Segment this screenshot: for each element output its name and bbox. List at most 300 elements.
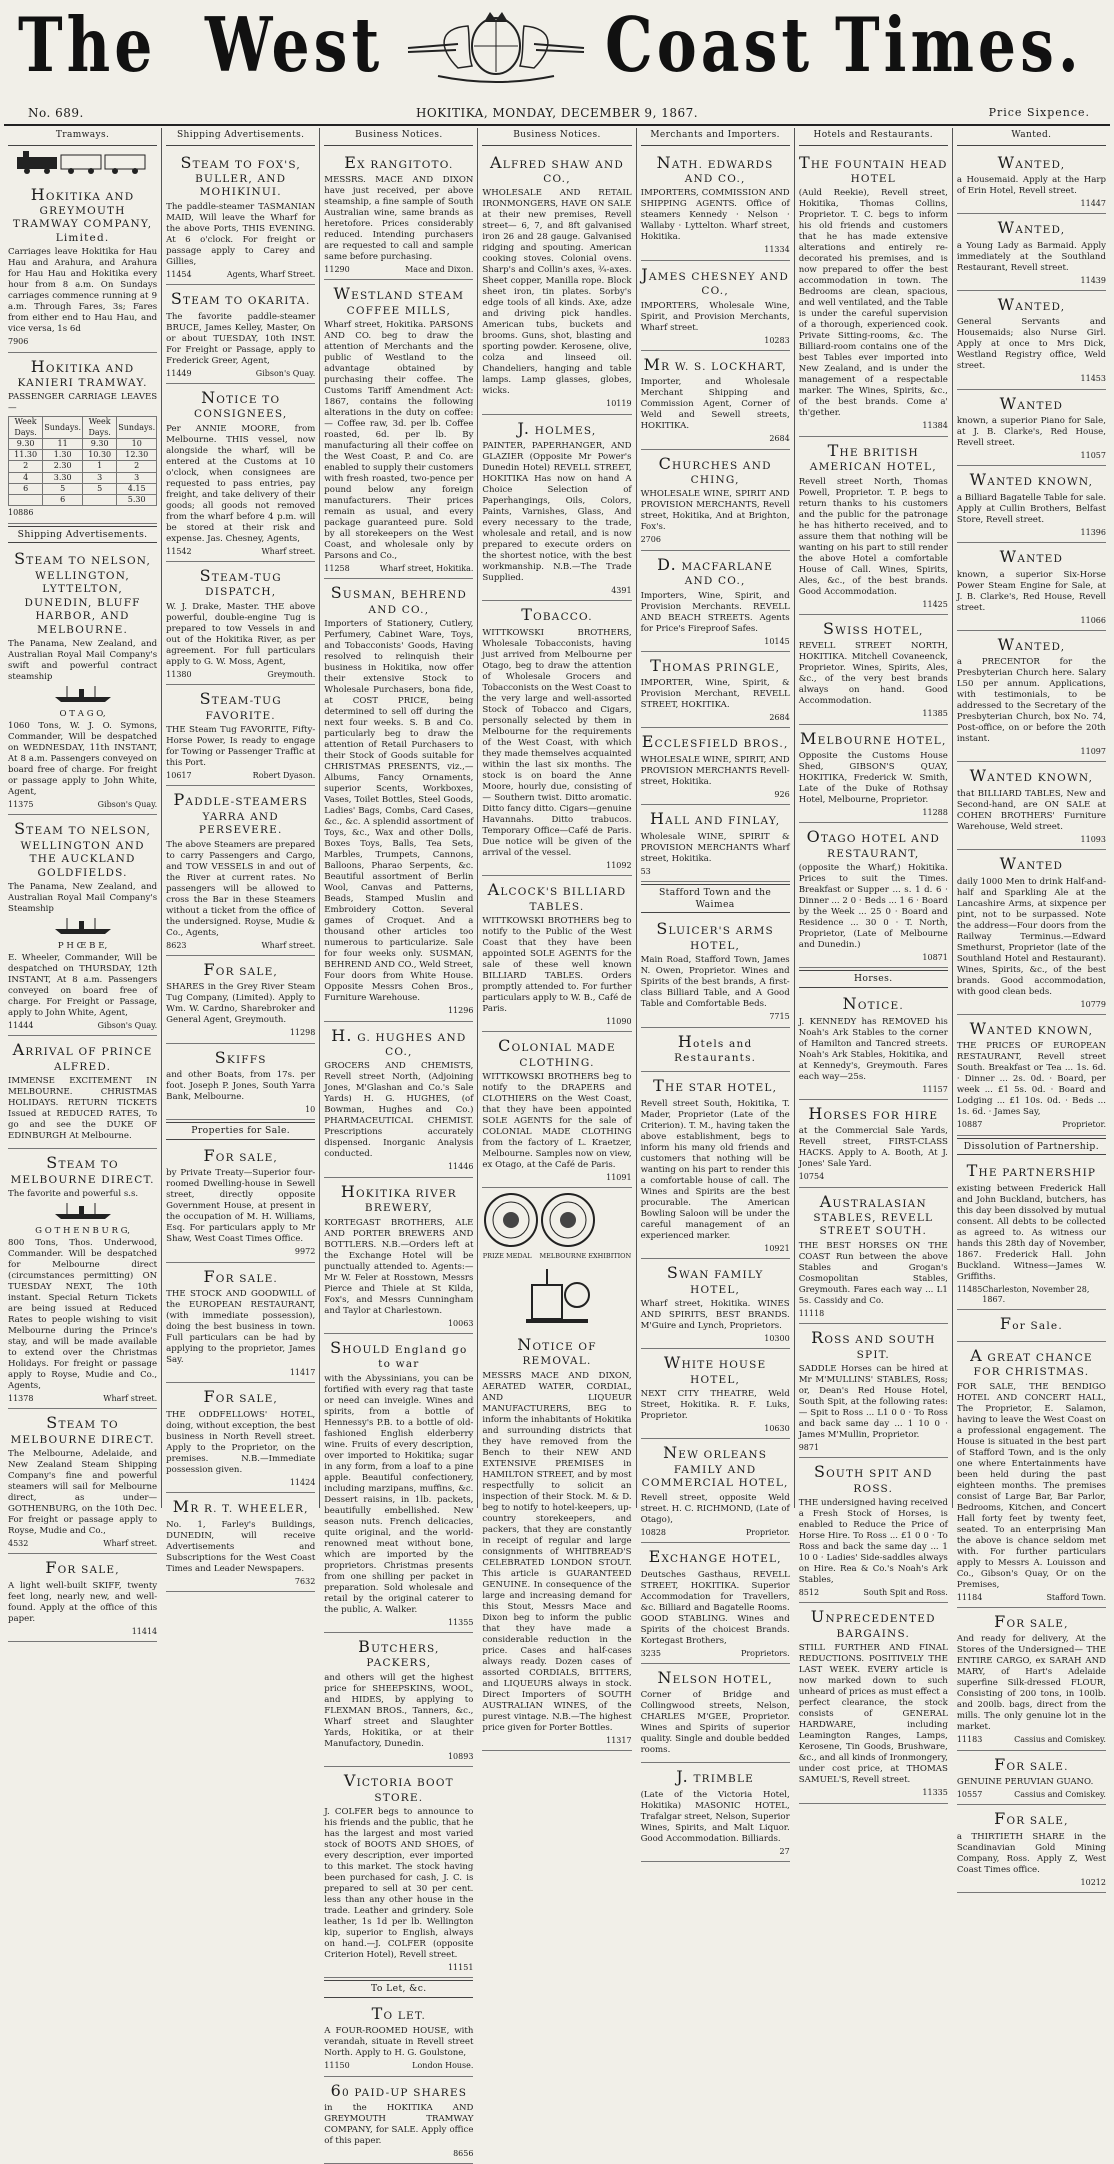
ad-signature: Wharf street.: [261, 546, 316, 556]
advertisement: [166, 685, 315, 786]
ad-number: 11380: [166, 669, 192, 679]
section-heading: Dissolution of Partnership.: [957, 1138, 1106, 1156]
ad-details: E. Wheeler, Commander, Will be despatched on THURSDAY, 12th INSTANT, At 8 a.m. Passengers conveyed on board free of charge. For Freight or Passage, apply to John White, Agent,: [8, 952, 158, 1018]
timetable-cell: 1.30: [43, 450, 83, 461]
ad-heading: MR W. S. LOCKHART,: [643, 354, 787, 374]
ad-heading: THE STAR HOTEL,: [653, 1076, 778, 1096]
ad-footer: [641, 434, 790, 444]
ad-signature: 11334: [764, 245, 790, 255]
ad-signature: 10921: [764, 1243, 790, 1253]
ad-signature: 11097: [1080, 747, 1106, 757]
ad-number: 11258: [324, 564, 350, 574]
timetable-cell: 6: [43, 495, 83, 506]
ad-heading: THE BRITISH AMERICAN HOTEL,: [809, 440, 937, 474]
timetable-cell: 5.30: [117, 495, 157, 506]
ad-body: The Panama, New Zealand, and Australian Royal Mail Company's swift and powerful contract steamship: [8, 638, 158, 682]
ad-footer: [641, 1649, 790, 1659]
advertisement: [641, 1028, 790, 1073]
ad-body: daily 1000 Men to drink Half-and-half and Sparkling Ale at the Lancashire Arms, at sixpence per pint, not to be surpassed. Note the address—Four doors from the Railway Terminus.—Edward Smethurst, Proprietor (late of the Southland Hotel and Restaurant). Wines, Spirits, &c., of the best brands. Good accommodation, with good clean beds.: [956, 876, 1106, 997]
ad-body: Opposite the Customs House Shed, GIBSON'S QUAY, HOKITIKA, Frederick W. Smith, Late of the Duke of Rothsay Hotel, Melbourne, Proprietor.: [798, 750, 948, 805]
ad-footer: [166, 771, 315, 781]
ad-body: (Late of the Victoria Hotel, Hokitika) MASONIC HOTEL, Trafalgar street, Nelson, Superior Wines, Spirits, and Malt Liquor. Good Accommodation. Billiards.: [640, 1789, 790, 1844]
timetable-cell: 3: [117, 472, 157, 483]
ad-heading: STEAM-TUG FAVORITE.: [199, 689, 282, 722]
ad-signature: Proprietors.: [740, 1648, 790, 1658]
ad-body: The Melbourne, Adelaide, and New Zealand Steam Shipping Company's fine and powerful steamers will sail for Melbourne direct, as under— GOTHENBURG, on the 10th Dec. For freight or passage apply to Royse, Mudie and Co.,: [8, 1449, 158, 1537]
ad-footer: [8, 1539, 157, 1549]
ad-number: 2706: [640, 535, 661, 545]
ad-footer: [8, 337, 157, 347]
ad-signature: 11288: [922, 807, 948, 817]
ad-body: Corner of Bridge and Collingwood streets, Nelson, CHARLES M'GEE, Proprietor. Wines and Spirits of superior quality. Single and double bedded rooms.: [640, 1690, 790, 1756]
ad-signature: 10145: [764, 636, 790, 646]
ad-heading: NEW ORLEANS FAMILY AND COMMERCIAL HOTEL,: [641, 1443, 789, 1490]
prize-medals: [482, 1192, 631, 1260]
advertisement: [8, 1036, 157, 1149]
advertisement: [957, 291, 1106, 390]
ad-signature: 7715: [769, 1012, 790, 1022]
section-heading: Horses.: [799, 970, 948, 988]
price: Price Sixpence.: [988, 106, 1090, 119]
advertisement: [957, 850, 1106, 1015]
ad-body: in the HOKITIKA AND GREYMOUTH TRAMWAY COMPANY, for SALE. Apply office of this paper.: [324, 2103, 474, 2147]
ad-body: (Auld Reekie), Revell street, Hokitika, Thomas Collins, Proprietor. T. C. begs to inform his old friends and customers that he has made extensive alterations and entirely re-decorated his premises, and is now prepared to offer the best accommodation in town. The Bedrooms are clean, spacious, and well ventilated, and the Table is under the careful supervision of a thorough, experienced cook. Private Sitting-rooms, &c. The Billiard-room contains one of the best Tables ever imported into New Zealand, and is under the management of a respectable marker. The Wines, Spirits, &c., of the best brands. Come a' th'gether.: [798, 188, 948, 419]
ad-body: and other Boats, from 17s. per foot. Joseph P. Jones, South Yarra Bank, Melbourne.: [166, 1069, 316, 1102]
advertisement: [324, 1633, 473, 1767]
advertisement: [641, 1439, 790, 1543]
ad-footer: [641, 1334, 790, 1344]
ad-body: General Servants and Housemaids; also Nurse Girl. Apply at once to Mrs Dick, Westland Registry office, Weld street.: [956, 317, 1106, 372]
ad-body: that BILLIARD TABLES, New and Second-hand, are ON SALE at COHEN BROTHERS' Furniture Warehouse, Weld street.: [956, 788, 1106, 832]
ship-name: O T A G O,: [59, 708, 106, 719]
ad-body: WITTKOWSKI BROTHERS beg to notify to the Public of the West Coast that they have been appointed SOLE AGENTS for the sale of these well known BILLIARD TABLES. Orders promptly attended to. For further particulars apply to W. B., Café de Paris.: [482, 915, 632, 1014]
dateline: HOKITIKA, MONDAY, DECEMBER 9, 1867.: [415, 106, 699, 120]
ad-signature: 10871: [922, 953, 948, 963]
ad-footer: [799, 600, 948, 610]
section-heading: Shipping Advertisements.: [8, 526, 157, 544]
ad-body: WHOLESALE WINE, SPIRIT, AND PROVISION MERCHANTS Revell-street, Hokitika.: [640, 754, 790, 787]
masthead-title-word: Coast: [605, 2, 814, 90]
column-heading: Tramways.: [8, 128, 157, 146]
ad-body: Main Road, Stafford Town, James N. Owen, Proprietor. Wines and Spirits of the best brands, A first-class Billiard Table, and A Good Table and Comfortable Beds.: [640, 955, 790, 1010]
advertisement: [957, 1157, 1106, 1310]
ad-heading: HOKITIKA RIVER BREWERY,: [340, 1181, 457, 1215]
column-1: [4, 128, 162, 1636]
timetable-cell: [83, 495, 117, 506]
timetable-cell: 10.30: [83, 450, 117, 461]
ad-number: 4532: [8, 1539, 29, 1549]
soda-machine-icon: [482, 1265, 631, 1329]
column-heading: Wanted.: [957, 128, 1106, 146]
ad-heading: THOMAS PRINGLE,: [650, 655, 781, 675]
ad-footer: [799, 808, 948, 818]
ad-heading: TOBACCO.: [521, 605, 593, 625]
ad-details: 1060 Tons, W. J. O. Symons, Commander, Will be despatched on WEDNESDAY, 11th INSTANT, At 8 a.m. Passengers conveyed on board free of charge. For freight or passage apply to John White, Agent,: [8, 720, 158, 797]
ad-body: a Billiard Bagatelle Table for sale. Apply at Cullin Brothers, Belfast Store, Revell street.: [956, 492, 1106, 525]
ad-heading: COLONIAL MADE CLOTHING.: [498, 1036, 616, 1069]
column-heading: Business Notices.: [482, 128, 631, 146]
ad-heading: FOR SALE,: [994, 1611, 1069, 1631]
ad-footer: [957, 199, 1106, 209]
advertisement: [957, 762, 1106, 850]
ship-name: P H Œ B E,: [57, 940, 108, 951]
advertisement: [641, 551, 790, 652]
ad-footer: [482, 1736, 631, 1746]
advertisement: [641, 261, 790, 351]
timetable-cell: 9.30: [83, 438, 117, 449]
ad-heading: EX RANGITOTO.: [344, 152, 454, 172]
column-2: [162, 128, 320, 1586]
ad-heading: PADDLE-STEAMERS YARRA AND PERSEVERE.: [173, 790, 308, 837]
ad-heading: NOTICE TO CONSIGNEES,: [193, 387, 288, 421]
ad-body: STILL FURTHER AND FINAL REDUCTIONS. POSITIVELY THE LAST WEEK. EVERY article is now marked down to such unheard of prices as must effect a perfect clearance, the stock consists of GENERAL HARDWARE, including Leamington Ranges, Lamps, Kerosene, Tin Goods, Brushware, &c., and all kinds of Ironmongery, under cost price, at THOMAS SAMUEL'S, Revell street.: [798, 1643, 948, 1786]
ad-signature: Greymouth.: [267, 669, 316, 679]
ad-signature: 11385: [922, 709, 948, 719]
advertisement: [957, 1751, 1106, 1806]
ad-footer: [957, 835, 1106, 845]
ad-signature: 11355: [447, 1617, 474, 1627]
ad-footer: [324, 2061, 473, 2071]
ad-body: The above Steamers are prepared to carry Passengers and Cargo, and TOW VESSELS in and out of the River at current rates. No passengers will be allowed to cross the Bar in these Steamers without a ticket from the office of the undersigned. Royse, Mudie & Co., Agents,: [166, 839, 316, 938]
advertisement: [957, 214, 1106, 291]
ad-heading: JAMES CHESNEY AND CO.,: [641, 264, 789, 298]
ad-signature: 11093: [1080, 834, 1106, 844]
ad-footer: [641, 1847, 790, 1857]
ad-body: Revell street, opposite Weld street. H. C. RICHMOND, (Late of Otago),: [640, 1492, 790, 1525]
ad-body: Wharf street, Hokitika. WINES AND SPIRITS, BEST BRANDS. M'Guire and Lynch, Proprietors.: [640, 1299, 790, 1332]
ad-signature: 2684: [769, 434, 790, 444]
ad-heading: STEAM-TUG DISPATCH,: [199, 565, 282, 599]
ad-body: REVELL STREET NORTH, HOKITIKA. Mitchell Covaneenck, Proprietor. Wines, Spirits, Ales, &c., of the very best brands always on hand. Good Accommodation.: [798, 641, 948, 707]
ad-heading: ALFRED SHAW AND CO.,: [490, 152, 624, 185]
ad-body: Wholesale WINE, SPIRIT & PROVISION MERCHANTS Wharf street, Hokitika.: [640, 831, 790, 864]
ad-heading: FOR SALE,: [203, 1387, 278, 1407]
timetable-cell: 2.30: [43, 461, 83, 472]
ad-heading: ROSS AND SOUTH SPIT.: [811, 1328, 936, 1361]
ad-footer: [641, 790, 790, 800]
ad-signature: 11151: [447, 1962, 474, 1972]
ad-signature: London House.: [412, 2061, 474, 2071]
advertisement: [641, 1763, 790, 1862]
advertisement: [324, 1334, 473, 1633]
ad-heading: AUSTRALASIAN STABLES, REVELL STREET SOUTH.: [813, 1191, 934, 1238]
ad-number: 10886: [8, 508, 34, 518]
steamship-icon: [8, 1202, 157, 1224]
ad-signature: 11396: [1080, 527, 1106, 537]
steamship-icon: [8, 685, 157, 707]
ad-body: Importers, Wine, Spirit, and Provision Merchants. REVELL AND BEACH STREETS. Agents for Price's Fireproof Safes.: [640, 590, 790, 634]
advertisement: [324, 1022, 473, 1178]
column-heading: Hotels and Restaurants.: [799, 128, 948, 146]
header-rule: [4, 124, 1110, 126]
ad-footer: [166, 1577, 315, 1587]
ad-body: with the Abyssinians, you can be fortified with every rag that taste or need can inveigle. Wines and spirits, from a bottle of Hennessy's P.B. to a bottle of old-fashioned English elderberry wine. Fruits of every description, over imported to Hokitika; sugar in any form, from a loaf to a pine apple. Beautiful confectionery, including marzipans, muffins, &c. Dessert raisins, in 1lb. packets, beautifully embellished. New season nuts. French delicacies, quite original, and the world-renowned meat without bone, which are imported by the proprietors. Christmas presents from one shilling per packet in preparation. Sold wholesale and retail by the original caterer to the public, A. Walker.: [324, 1373, 474, 1615]
ad-signature: 11317: [606, 1735, 632, 1745]
ad-signature: 9972: [294, 1247, 316, 1257]
ad-footer: [957, 1790, 1106, 1800]
advertisement: [482, 415, 631, 602]
advertisement: [799, 149, 948, 437]
ad-footer: [641, 1424, 790, 1434]
ad-heading: HALL AND FINLAY,: [650, 809, 781, 829]
ad-footer: [166, 1478, 315, 1488]
ad-signature: Cassius and Comiskey.: [1014, 1735, 1106, 1745]
ad-signature: Wharf street.: [103, 1539, 158, 1549]
advertisement: [641, 1259, 790, 1349]
ad-footer: [799, 709, 948, 719]
ad-heading: OTAGO HOTEL AND RESTAURANT,: [806, 827, 940, 860]
ad-body: by Private Treaty—Superior four-roomed Dwelling-house in Sewell street, directly opposite Government House, at present in the occupation of M. H. Williams, Esq. For particulars apply to Mr Shaw, West Coast Times Office.: [166, 1168, 316, 1245]
ad-footer: [324, 2149, 473, 2159]
ad-heading: SOUTH SPIT AND ROSS.: [813, 1462, 933, 1495]
timetable-cell: 6: [9, 483, 43, 494]
ad-signature: 11439: [1080, 275, 1106, 285]
advertisement: [8, 815, 157, 1036]
ad-number: 9871: [798, 1443, 820, 1452]
advertisement: [641, 1664, 790, 1763]
ad-body: The Panama, New Zealand, and Australian Royal Mail Company's Steamship: [8, 881, 158, 914]
ad-body: THE Steam Tug FAVORITE, Fifty-Horse Power, Is ready to engage for Towing or Passenger Traffic at this Port.: [166, 724, 316, 768]
timetable: [8, 416, 157, 506]
ad-heading: ARRIVAL OF PRINCE ALFRED.: [12, 1040, 153, 1073]
timetable-header: Sundays.: [43, 417, 83, 438]
ad-body: IMMENSE EXCITEMENT IN MELBOURNE. CHRISTMAS HOLIDAYS. RETURN TICKETS Issued at REDUCED RATES, To go and see the DUKE OF EDINBURGH At Melbourne.: [8, 1076, 158, 1142]
ad-signature: 10212: [1080, 1877, 1106, 1887]
advertisement: [8, 1554, 157, 1642]
ad-footer: [641, 1012, 790, 1022]
ad-heading: NOTICE OF REMOVAL.: [517, 1334, 597, 1368]
advertisement: [799, 1188, 948, 1325]
ad-body: THE undersigned having received a Fresh Stock of Horses, is enabled to Reduce the Price of Horse Hire. To Ross ... £1 0 0 · To Ross and back the same day ... 1 10 0 · Ladies' Side-saddles always on Hire. Rea & Co.'s Noah's Ark Stables,: [798, 1498, 948, 1586]
ad-heading: STEAM TO MELBOURNE DIRECT.: [10, 1153, 155, 1186]
advertisement: [166, 1493, 315, 1592]
advertisement: [166, 562, 315, 685]
column-heading: Merchants and Importers.: [641, 128, 790, 146]
ad-number: 11485: [956, 1284, 983, 1294]
ad-body: THE STOCK AND GOODWILL of the EUROPEAN RESTAURANT, (with immediate possession), doing the best business in town. Full particulars can be had by applying to the proprietor, James Say.: [166, 1289, 316, 1366]
ad-number: 11184: [956, 1592, 983, 1602]
ad-signature: Gibson's Quay.: [97, 799, 158, 809]
ad-footer: [641, 245, 790, 255]
ad-signature: 11414: [131, 1626, 158, 1636]
ad-footer: [166, 1247, 315, 1257]
ad-heading: BUTCHERS, PACKERS,: [358, 1636, 440, 1670]
ad-body: GROCERS AND CHEMISTS, Revell street North, (Adjoining Jones, M'Glashan and Co.'s Sale Yards) H. G. HUGHES, (of Bowman, Hughes and Co.) PHARMACEUTICAL CHEMIST. Prescriptions accurately dispensed. Inorganic Analysis conducted.: [324, 1061, 474, 1160]
ad-footer: [799, 1172, 948, 1182]
ad-footer: [324, 1618, 473, 1628]
advertisement: [324, 149, 473, 281]
ad-body: Importers of Stationery, Cutlery, Perfumery, Cabinet Ware, Toys, and Tobacconists' Goods, Having resolved to relinquish their business in Hokitika, now offer their extensive Stock to Wholesale Purchasers, bona fide, at COST PRICE, being determined to sell off during the next four weeks. S. B and Co. particularly beg to draw the attention of Retail Purchasers to their Stock of Goods suitable for CHRISTMAS PRESENTS, viz.,—Albums, Fancy Ornaments, superior Scents, Workboxes, Vases, Toilet Bottles, Steel Goods, Ladies' Bags, Combs, Card Cases, &c., &c. A splendid assortment of Toys, &c., Wax and other Dolls, Boxes Toys, Balls, Tea Sets, Marbles, Trumpets, Cannons, Balloons, Pharao Serpents, &c. Beautiful assortment of Berlin Wool, Canvas and Patterns, Beads, Stamped Muslin and Embroidery Cotton. Several games of Croquet. And a thousand other articles too numerous to particularize. Sale for four weeks only. SUSMAN, BEHREND AND CO., Weld Street, Four doors from White House. Opposite Messrs Cohen Bros., Furniture Warehouse.: [324, 619, 474, 1004]
advertisement: [166, 786, 315, 956]
ad-footer: [482, 1017, 631, 1027]
ad-heading: THE PARTNERSHIP: [966, 1161, 1097, 1181]
ad-body: IMPORTERS, Wholesale Wine, Spirit, and Provision Merchants, Wharf street.: [640, 300, 790, 333]
ad-heading: FOR SALE,: [203, 1145, 278, 1165]
ad-footer: [482, 586, 631, 596]
ad-heading: STEAM TO FOX'S, BULLER, AND MOHIKINUI.: [180, 152, 301, 199]
advertisement: [957, 390, 1106, 467]
prize-medal-icon: [540, 1192, 632, 1260]
ad-footer: [166, 1368, 315, 1378]
advertisement: [957, 1015, 1106, 1136]
ad-number: 11444: [8, 1020, 34, 1030]
advertisement: [482, 1032, 631, 1188]
advertisement: [799, 990, 948, 1100]
ad-heading: For Sale.: [999, 1314, 1063, 1334]
ad-signature: Wharf street.: [103, 1394, 158, 1404]
ad-body: Per ANNIE MOORE, from Melbourne. THIS vessel, now alongside the wharf, will be entered at the Customs at 10 o'clock, when consignees are requested to pass entries, pay freight, and take delivery of their goods; all goods not removed from the wharf before 4 p.m. will be stored at their risk and expense. Jas. Chesney, Agents,: [166, 423, 316, 544]
ad-signature: 8656: [453, 2149, 474, 2159]
advertisement: [641, 1543, 790, 1664]
ad-body: THE ODDFELLOWS' HOTEL, doing, without exception, the best business in North Revell street. Apply to the Proprietor, on the premises. N.B.—Immediate possession given.: [166, 1409, 316, 1475]
ad-footer: [166, 369, 315, 379]
ad-body: WITTKOWSKI BROTHERS, Wholesale Tobacconists, having just arrived from Melbourne per Otago, beg to draw the attention of Wholesale Grocers and Tobacconists on the West Coast to the very large and well-assorted Stock of Tobacco and Cigars, personally selected by them in Melbourne for the requirements of the West Coast, with which they made themselves acquainted within the last six months. The stock is on board the Anne Moore, hourly due, consisting of— Southern twist. Ditto aromatic. Ditto fancy ditto. Cigars—genuine Havannahs. Ditto trabucos. Temporary Office—Café de Paris. Due notice will be given of the arrival of the vessel.: [482, 627, 632, 858]
advertisement: [799, 1100, 948, 1188]
ad-footer: [641, 1528, 790, 1538]
ad-heading: WANTED: [999, 393, 1064, 413]
ad-heading: SUSMAN, BEHREND AND CO.,: [330, 583, 467, 616]
advertisement: [641, 805, 790, 882]
advertisement: [324, 1767, 473, 1978]
ad-body: known, a superior Six-Horse Power Steam Engine for Sale, at J. B. Clarke's, Red House, Revell street.: [956, 569, 1106, 613]
ad-body: A light well-built SKIFF, twenty feet long, nearly new, and well-found. Apply at the office of this paper.: [8, 1580, 158, 1624]
ad-body: J. COLFER begs to announce to his friends and the public, that he has the largest and most varied stock of BOOTS AND SHOES, of every description, ever imported to this market. The stock having been purchased for cash, J. C. is prepared to sell at 30 per cent. less than any other house in the trade. Leather and grindery. Sole leather, 1s 1d per lb. Wellington kip, superior to English, always on hand.—J. COLFER (opposite Criterion Hotel), Revell street.: [324, 1806, 474, 1960]
ad-number: 10828: [640, 1527, 667, 1537]
ad-footer: [957, 1285, 1106, 1305]
ad-signature: 10283: [764, 335, 790, 345]
ad-footer: [166, 670, 315, 680]
ad-footer: [957, 1593, 1106, 1603]
ad-heading: WHITE HOUSE HOTEL,: [663, 1353, 767, 1386]
ad-body: known, a superior Piano for Sale, at J. B. Clarke's, Red House, Revell street.: [956, 416, 1106, 449]
ad-signature: 4391: [611, 586, 632, 596]
advertisement: [641, 1072, 790, 1259]
advertisement: [482, 601, 631, 876]
advertisement: [166, 149, 315, 286]
ad-body: And ready for delivery, At the Stores of the Undersigned— THE ENTIRE CARGO, ex SARAH AND MARY, of Hart's Adelaide superfine Silk-dressed FLOUR, Consisting of 200 tons, in 100lb. and 200lb. bags, direct from the mills. The only genuine lot in the market.: [956, 1634, 1106, 1733]
ad-footer: [799, 1085, 948, 1095]
ad-signature: Gibson's Quay.: [97, 1020, 158, 1030]
ad-body: No. 1, Farley's Buildings, DUNEDIN, will receive Advertisements and Subscriptions for the West Coast Times and Leader Newspapers.: [166, 1519, 316, 1574]
advertisement: [957, 466, 1106, 543]
ad-footer: [324, 1752, 473, 1762]
ad-signature: 11066: [1080, 615, 1106, 625]
ad-body: The favorite paddle-steamer BRUCE, James Kelley, Master, On or about TUESDAY, 10th INST. For Freight or Passage, apply to Frederick Greer, Agent,: [166, 311, 316, 366]
ad-signature: 10: [305, 1104, 316, 1114]
timetable-cell: 10: [117, 438, 157, 449]
advertisement: [8, 181, 157, 353]
ad-footer: [799, 953, 948, 963]
advertisement: [641, 915, 790, 1027]
ad-signature: 11417: [289, 1368, 316, 1378]
ad-body: and others will get the highest price for SHEEPSKINS, WOOL, and HIDES, by applying to FLEXMAN BROS., Tanners, &c., Wharf street and Slaughter Yards, Hokitika, or at their Manufactory, Dunedin.: [324, 1672, 474, 1749]
ad-body: MESSRS. MACE AND DIXON have just received, per above steamship, a fine sample of South Australian wine, same brands as heretofore. Prices considerably reduced. Intending purchasers are requested to call and sample same before purchasing.: [324, 174, 474, 262]
ad-signature: 11446: [447, 1162, 474, 1172]
advertisement: [324, 1178, 473, 1334]
ad-signature: Stafford Town.: [1046, 1592, 1106, 1602]
ad-footer: [641, 637, 790, 647]
masthead-title-word: The: [18, 2, 157, 90]
ad-footer: [324, 1319, 473, 1329]
ad-heading: WANTED,: [997, 634, 1066, 654]
ad-number: 3235: [640, 1648, 661, 1658]
ad-signature: 11447: [1080, 198, 1106, 208]
ad-signature: 11424: [289, 1477, 316, 1487]
advertisement: [957, 149, 1106, 215]
advertisement: [641, 351, 790, 450]
advertisement: [641, 1349, 790, 1439]
timetable-cell: 4: [9, 472, 43, 483]
advertisement: [957, 1342, 1106, 1608]
ad-body: a PRECENTOR for the Presbyterian Church here. Salary L50 per annum. Applications, with testimonials, to be addressed to the Secretary of the Presbyterian Church, box No. 74, Post-office, on or before the 20th instant.: [956, 657, 1106, 745]
advertisement: [799, 615, 948, 725]
ad-footer: [799, 1309, 948, 1319]
advertisement: [166, 1044, 315, 1121]
ad-footer: [799, 1588, 948, 1598]
ad-footer: [799, 421, 948, 431]
ad-body: Revell street North, Thomas Powell, Proprietor. T. P. begs to return thanks to his customers and the public for the patronage he has hitherto received, and to assure them that nothing will be wanting on his part to still render the above Hotel a comfortable House of Call. Wines, Spirits, Ales, &c., of the best brands. Good Accommodation.: [798, 476, 948, 597]
ad-footer: [957, 616, 1106, 626]
ad-signature: 11091: [606, 1173, 632, 1183]
ad-signature: 10630: [764, 1424, 790, 1434]
timetable-cell: 5: [43, 483, 83, 494]
advertisement: [324, 2077, 473, 2164]
ad-body: MESSRS MACE AND DIXON, AERATED WATER, CORDIAL, AND LIQUEUR MANUFACTURERS, BEG to inform the inhabitants of Hokitika and surrounding districts that they have removed from the Bench to their NEW AND EXTENSIVE PREMISES in HAMILTON STREET, and by most respectfully to solicit an inspection of their Stock. M. & D. beg to notify to hotel-keepers, up-country storekeepers, and packers, that they are constantly in receipt of regular and large consignments of WHITBREAD'S CELEBRATED LONDON STOUT. This article is GUARANTEED GENUINE. In consequence of the large and increasing demand for this Stout, Messrs Mace and Dixon beg to inform the public that they have made a considerable reduction in the price. Cases and half-cases always ready. Dozen cases of assorted CORDIALS, BITTERS, and LIQUEURS always in stock. Direct Importers of SOUTH AUSTRALIAN WINES, of the purest vintage. N.B.—The highest price given for Porter Bottles.: [482, 1370, 632, 1733]
advertisement: [482, 149, 631, 415]
ad-footer: [482, 399, 631, 409]
ad-footer: [324, 1963, 473, 1973]
advertisement: [166, 285, 315, 384]
ad-heading: FOR SALE.: [203, 1266, 278, 1286]
ad-signature: Robert Dyason.: [252, 770, 316, 780]
ad-signature: 11298: [289, 1028, 316, 1038]
ad-body: Deutsches Gasthaus, REVELL STREET, HOKITIKA. Superior Accommodation for Travellers, &c. Billiard and Bagatelle Rooms. GOOD STABLING. Wines and Spirits of the choicest Brands. Kortegast Brothers,: [640, 1569, 790, 1646]
timetable-cell: 1: [83, 461, 117, 472]
ad-heading: SWAN FAMILY HOTEL,: [666, 1263, 764, 1296]
ad-number: 10887: [956, 1120, 983, 1130]
ad-body: SHARES in the Grey River Steam Tug Company, (Limited). Apply to Wm. W. Cardno, Sharebroker and General Agent, Greymouth.: [166, 982, 316, 1026]
advertisement: [8, 1149, 157, 1409]
ad-heading: WANTED KNOWN,: [969, 766, 1094, 786]
ad-heading: FOR SALE,: [45, 1558, 120, 1578]
ad-footer: [799, 1443, 948, 1453]
ad-heading: SLUICER'S ARMS HOTEL,: [656, 919, 774, 952]
ad-signature: Agents, Wharf Street.: [226, 269, 316, 279]
advertisement: [799, 1324, 948, 1458]
advertisement: [641, 652, 790, 729]
royal-crest-icon: [398, 8, 594, 82]
ad-heading: EXCHANGE HOTEL,: [648, 1547, 782, 1567]
ad-heading: STEAM TO OKARITA.: [170, 289, 311, 309]
advertisement: [324, 579, 473, 1021]
ad-body: a THIRTIETH SHARE in the Scandinavian Gold Mining Company, Ross. Apply Z, West Coast Times office.: [956, 1831, 1106, 1875]
ad-heading: HORSES FOR HIRE: [808, 1103, 939, 1123]
masthead-title-word: Times.: [835, 2, 1083, 90]
ad-number: 11378: [8, 1394, 34, 1404]
medal-label: MELBOURNE EXHIBITION: [539, 1252, 632, 1261]
ad-body: W. J. Drake, Master. THE above powerful, double-engine Tug is prepared to tow Vessels in and out of the Hokitika River, as per agreement. For full particulars apply to G. W. Moss, Agent,: [166, 601, 316, 667]
advertisement: [641, 728, 790, 805]
ad-number: 11542: [166, 546, 192, 556]
ad-body: PASSENGER CARRIAGE LEAVES—: [8, 392, 158, 414]
ad-footer: [482, 1173, 631, 1183]
ad-body: IMPORTERS, COMMISSION AND SHIPPING AGENTS. Office of steamers Kennedy · Nelson · Wallaby · Lyttelton. Wharf street, Hokitika.: [640, 188, 790, 243]
ad-footer: [957, 276, 1106, 286]
ad-body: WHOLESALE WINE, SPIRIT AND PROVISION MERCHANTS, Revell street, Hokitika, And at Brighton, Fox's.: [640, 489, 790, 533]
ad-signature: Proprietor.: [745, 1527, 790, 1537]
ad-heading: STEAM TO MELBOURNE DIRECT.: [10, 1413, 155, 1446]
ad-body: GENUINE PERUVIAN GUANO.: [956, 1777, 1094, 1788]
